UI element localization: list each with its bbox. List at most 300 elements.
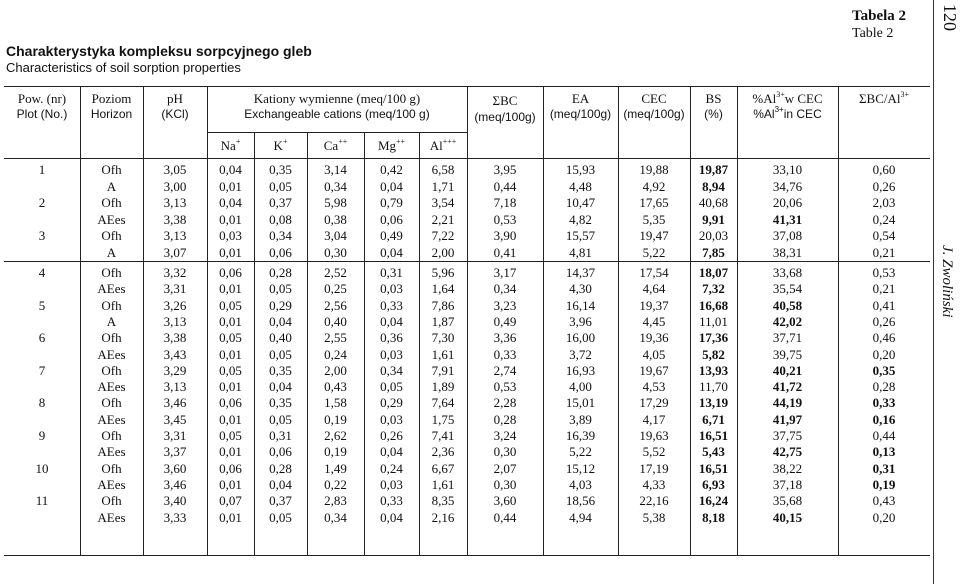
cell-k: 0,04 [269, 313, 292, 329]
cell-ea: 4,82 [569, 211, 592, 227]
cell-alcec: 35,68 [772, 493, 803, 509]
cell-na: 0,06 [219, 265, 242, 280]
cell-sbc: 2,07 [493, 460, 517, 476]
cell-na: 0,07 [219, 493, 242, 509]
cell-ratio: 0,54 [872, 228, 896, 243]
table-row [0, 178, 930, 196]
cell-ea: 4,81 [569, 244, 592, 260]
cell-cec: 4,53 [642, 379, 666, 395]
cell-sbc: 2,28 [493, 395, 517, 411]
cell-ea: 3,72 [569, 346, 592, 362]
table-row [0, 394, 930, 412]
table-row [0, 211, 930, 229]
cell-hz: AEes [97, 509, 126, 525]
cell-al: 1,87 [431, 313, 455, 329]
cell-al: 1,61 [431, 346, 455, 362]
cell-alcec: 33,68 [772, 265, 803, 280]
cell-sbc: 0,53 [493, 211, 517, 227]
cell-hz: AEes [97, 379, 126, 395]
cell-bs: 6,93 [702, 476, 725, 492]
cell-cec: 19,37 [639, 297, 669, 313]
cell-cec: 4,17 [642, 411, 666, 427]
cell-mg: 0,34 [380, 362, 403, 378]
cell-cec: 19,67 [639, 362, 669, 378]
cell-sbc: 0,33 [493, 346, 517, 362]
cell-alcec: 42,75 [772, 444, 803, 460]
cell-ph: 3,40 [163, 493, 187, 509]
cell-bs: 13,19 [698, 395, 729, 411]
cell-al: 7,22 [431, 228, 455, 243]
table-bottom-rule [4, 555, 930, 556]
cell-al: 1,61 [431, 476, 455, 492]
table-row [0, 411, 930, 429]
cell-ph: 3,26 [163, 297, 187, 313]
cell-hz: Ofh [101, 493, 122, 509]
cell-ca: 2,56 [324, 297, 347, 313]
cell-plot: 5 [38, 297, 46, 313]
cell-bs: 19,87 [698, 162, 729, 177]
cell-al: 1,75 [431, 411, 455, 427]
cell-na: 0,01 [219, 178, 242, 194]
table-row [0, 362, 930, 380]
table-row [0, 297, 930, 315]
cell-ratio: 0,20 [872, 509, 896, 525]
cell-na: 0,01 [219, 346, 242, 362]
cell-alcec: 42,02 [772, 313, 803, 329]
cell-ph: 3,13 [163, 313, 187, 329]
cell-mg: 0,04 [380, 178, 403, 194]
cell-hz: AEes [97, 346, 126, 362]
cell-k: 0,34 [269, 228, 292, 243]
header-sbc-al: ΣBC/$Al^{3+}$ [858, 90, 910, 106]
cell-al: 7,91 [431, 362, 455, 378]
cell-ca: 0,25 [324, 281, 347, 297]
cell-hz: Ofh [101, 162, 122, 177]
cell-alcec: 37,75 [772, 428, 803, 443]
cell-mg: 0,49 [380, 228, 403, 243]
cell-sbc: 3,17 [493, 265, 517, 280]
cell-ca: 0,22 [324, 476, 347, 492]
cell-ratio: 0,16 [872, 411, 896, 427]
cell-mg: 0,05 [380, 379, 403, 395]
cell-ratio: 0,20 [872, 346, 896, 362]
cell-cec: 19,88 [639, 162, 669, 177]
cell-hz: AEes [97, 411, 126, 427]
cell-ca: 2,55 [324, 330, 347, 346]
cell-alcec: 38,31 [772, 244, 803, 260]
cell-alcec: 44,19 [772, 395, 803, 411]
cell-cec: 19,36 [639, 330, 669, 346]
table-row [0, 476, 930, 494]
cell-na: 0,01 [219, 476, 242, 492]
cell-cec: 4,92 [642, 178, 666, 194]
cell-cec: 5,52 [642, 444, 666, 460]
cell-k: 0,05 [269, 178, 292, 194]
cell-alcec: 41,31 [772, 211, 803, 227]
table-row [0, 280, 930, 298]
cell-alcec: 35,54 [772, 281, 803, 297]
header-ea-en: (meq/100g) [549, 107, 612, 121]
cell-ratio: 0,41 [872, 297, 896, 313]
cell-al: 2,21 [431, 211, 455, 227]
table-row [0, 346, 930, 364]
table-row [0, 227, 930, 245]
cell-sbc: 0,30 [493, 476, 517, 492]
cell-k: 0,28 [269, 460, 292, 476]
header-alcec-en: $\%Al^{3+}in$ CEC [753, 105, 822, 121]
cell-na: 0,05 [219, 330, 242, 346]
cell-ph: 3,60 [163, 460, 187, 476]
cell-al: 6,67 [431, 460, 455, 476]
cell-sbc: 0,44 [493, 178, 517, 194]
cell-na: 0,01 [219, 244, 242, 260]
cell-sbc: 0,49 [493, 313, 517, 329]
cell-k: 0,05 [269, 281, 292, 297]
cell-plot: 8 [38, 395, 46, 411]
cell-ea: 15,93 [565, 162, 596, 177]
cell-sbc: 3,36 [493, 330, 517, 346]
cell-bs: 8,94 [702, 178, 725, 194]
cell-ph: 3,46 [163, 395, 187, 411]
cell-alcec: 34,76 [772, 178, 803, 194]
cell-mg: 0,03 [380, 346, 403, 362]
cell-ph: 3,38 [163, 211, 187, 227]
cell-ea: 15,01 [565, 395, 596, 411]
cell-plot: 6 [38, 330, 46, 346]
cell-bs: 8,18 [702, 509, 725, 525]
header-sbc-pl: ΣBC [492, 93, 518, 108]
cell-hz: A [106, 313, 117, 329]
cell-ph: 3,05 [163, 162, 187, 177]
cell-k: 0,06 [269, 244, 292, 260]
cell-al: 1,64 [431, 281, 455, 297]
cell-ph: 3,33 [163, 509, 187, 525]
cell-ca: 0,30 [324, 244, 347, 260]
cell-bs: 5,82 [702, 346, 725, 362]
cell-al: 1,89 [431, 379, 455, 395]
cell-na: 0,04 [219, 195, 242, 210]
cell-sbc: 0,28 [493, 411, 517, 427]
cell-bs: 9,91 [702, 211, 725, 227]
cell-ph: 3,37 [163, 444, 187, 460]
cell-na: 0,06 [219, 395, 242, 411]
cell-cec: 19,63 [639, 428, 669, 443]
cell-ea: 16,39 [565, 428, 596, 443]
cell-na: 0,01 [219, 313, 242, 329]
cell-sbc: 0,30 [493, 444, 517, 460]
cell-ea: 15,57 [565, 228, 596, 243]
cell-ph: 3,07 [163, 244, 187, 260]
cell-mg: 0,26 [380, 428, 403, 443]
cell-plot: 2 [38, 195, 46, 210]
header-ca: Ca++ [323, 137, 348, 153]
table-row [0, 329, 930, 347]
cell-ratio: 0,43 [872, 493, 896, 509]
cell-ph: 3,13 [163, 379, 187, 395]
cell-hz: A [106, 178, 117, 194]
cell-alcec: 40,21 [772, 362, 803, 378]
cell-hz: Ofh [101, 362, 122, 378]
cell-k: 0,04 [269, 379, 292, 395]
cell-bs: 5,43 [702, 444, 725, 460]
header-cations-pl: Kationy wymienne (meq/100 g) [253, 91, 421, 106]
cell-ca: 2,62 [324, 428, 347, 443]
cell-na: 0,01 [219, 281, 242, 297]
cell-ca: 2,00 [324, 362, 347, 378]
cell-ca: 0,19 [324, 444, 347, 460]
cell-ea: 4,48 [569, 178, 592, 194]
cell-bs: 11,01 [699, 313, 728, 329]
cell-sbc: 0,53 [493, 379, 517, 395]
cell-ea: 3,96 [569, 313, 592, 329]
cell-na: 0,06 [219, 460, 242, 476]
cell-alcec: 41,72 [772, 379, 803, 395]
cell-ea: 14,37 [565, 265, 596, 280]
cell-plot: 11 [35, 493, 49, 509]
cell-ratio: 0,44 [872, 428, 896, 443]
cell-k: 0,35 [269, 362, 292, 378]
header-k: K+ [273, 137, 288, 153]
cell-hz: Ofh [101, 330, 122, 346]
cell-ea: 16,93 [565, 362, 596, 378]
cell-ca: 2,52 [324, 265, 347, 280]
cell-ea: 16,14 [565, 297, 596, 313]
cell-ea: 4,00 [569, 379, 592, 395]
header-cec-en: (meq/100g) [623, 107, 685, 121]
cell-cec: 22,16 [639, 493, 669, 509]
cell-ea: 4,94 [569, 509, 592, 525]
cell-al: 5,96 [431, 265, 455, 280]
header-ph-pl: pH [167, 91, 183, 106]
cell-ratio: 0,13 [872, 444, 896, 460]
cell-mg: 0,06 [380, 211, 403, 227]
table-row [0, 161, 930, 179]
cell-ratio: 0,26 [872, 313, 896, 329]
cell-bs: 7,85 [702, 244, 725, 260]
cell-ea: 3,89 [569, 411, 592, 427]
header-alcec-pl: $\%Al^{3+}w$ CEC [752, 90, 823, 106]
cell-bs: 16,24 [698, 493, 729, 509]
cell-ph: 3,13 [163, 195, 187, 210]
cell-ph: 3,31 [163, 428, 187, 443]
cell-k: 0,08 [269, 211, 292, 227]
cell-ca: 5,98 [324, 195, 347, 210]
cell-cec: 17,29 [639, 395, 669, 411]
cell-mg: 0,03 [380, 411, 403, 427]
cell-sbc: 0,34 [493, 281, 517, 297]
cell-k: 0,28 [269, 265, 292, 280]
cell-cec: 17,54 [639, 265, 669, 280]
cell-na: 0,03 [219, 228, 242, 243]
table-row [0, 509, 930, 527]
cell-alcec: 38,22 [772, 460, 803, 476]
cell-mg: 0,04 [380, 313, 403, 329]
cell-al: 7,30 [431, 330, 455, 346]
running-author: J. Zwoliński [939, 245, 955, 318]
cell-ca: 1,49 [324, 460, 347, 476]
cell-na: 0,05 [219, 362, 242, 378]
header-cec-pl: CEC [641, 91, 667, 106]
table-row [0, 244, 930, 262]
cell-hz: AEes [97, 444, 126, 460]
cell-k: 0,35 [269, 162, 292, 177]
cell-ratio: 0,19 [872, 476, 896, 492]
cell-sbc: 3,95 [493, 162, 517, 177]
table-row [0, 378, 930, 396]
cell-ca: 2,83 [324, 493, 347, 509]
cell-mg: 0,33 [380, 297, 403, 313]
cell-plot: 10 [35, 460, 49, 476]
cell-na: 0,04 [219, 162, 242, 177]
cell-ea: 4,30 [569, 281, 592, 297]
cell-na: 0,01 [219, 509, 242, 525]
cell-na: 0,01 [219, 211, 242, 227]
table-row [0, 443, 930, 461]
cell-cec: 5,38 [642, 509, 666, 525]
cell-hz: Ofh [101, 428, 122, 443]
cell-mg: 0,36 [380, 330, 403, 346]
cell-al: 1,71 [431, 178, 455, 194]
table-row [0, 194, 930, 212]
cell-ea: 4,03 [569, 476, 592, 492]
cell-al: 7,86 [431, 297, 455, 313]
cell-bs: 20,03 [698, 228, 729, 243]
cell-sbc: 2,74 [493, 362, 517, 378]
header-ea-pl: EA [571, 91, 590, 106]
header-horizon-en: Horizon [90, 107, 133, 121]
cell-cec: 5,35 [642, 211, 666, 227]
page-edge-rule [933, 0, 934, 584]
cell-al: 2,16 [431, 509, 455, 525]
cell-al: 7,41 [431, 428, 455, 443]
cell-ratio: 0,35 [872, 362, 896, 378]
cell-ca: 3,04 [324, 228, 347, 243]
header-bs-en: (%) [704, 107, 723, 121]
cell-cec: 4,64 [642, 281, 666, 297]
cell-hz: Ofh [101, 395, 122, 411]
cell-ca: 0,34 [324, 509, 347, 525]
cell-ca: 0,24 [324, 346, 347, 362]
cell-sbc: 3,90 [493, 228, 517, 243]
cell-ca: 0,34 [324, 178, 347, 194]
cell-k: 0,37 [269, 195, 292, 210]
cell-alcec: 41,97 [772, 411, 803, 427]
cell-cec: 19,47 [639, 228, 669, 243]
cell-ca: 3,14 [324, 162, 347, 177]
cell-bs: 6,71 [702, 411, 725, 427]
cell-plot: 1 [38, 162, 46, 177]
cell-mg: 0,03 [380, 281, 403, 297]
cell-ea: 15,12 [565, 460, 596, 476]
cell-sbc: 0,41 [493, 244, 517, 260]
cell-ratio: 0,21 [872, 244, 896, 260]
cell-k: 0,05 [269, 509, 292, 525]
table-row [0, 492, 930, 510]
cell-bs: 7,32 [702, 281, 725, 297]
cell-hz: AEes [97, 211, 126, 227]
cell-ph: 3,31 [163, 281, 187, 297]
cell-bs: 16,51 [698, 460, 729, 476]
cell-ph: 3,45 [163, 411, 187, 427]
cell-mg: 0,03 [380, 476, 403, 492]
cell-sbc: 7,18 [493, 195, 517, 210]
cell-bs: 16,68 [698, 297, 729, 313]
cell-alcec: 37,71 [772, 330, 803, 346]
cell-ph: 3,43 [163, 346, 187, 362]
cell-mg: 0,04 [380, 444, 403, 460]
cell-ratio: 0,53 [872, 265, 896, 280]
header-sbc-en: (meq/100g) [474, 110, 536, 124]
cell-k: 0,31 [269, 428, 292, 443]
header-horizon-pl: Poziom [91, 91, 132, 106]
header-al: Al+++ [429, 137, 457, 153]
cell-sbc: 3,24 [493, 428, 517, 443]
cell-ratio: 2,03 [872, 195, 896, 210]
table-row [0, 313, 930, 331]
cell-ca: 0,40 [324, 313, 347, 329]
cell-ratio: 0,26 [872, 178, 896, 194]
header-plot-pl: Pow. (nr) [17, 91, 67, 106]
cell-ea: 10,47 [565, 195, 596, 210]
table-title-en: Characteristics of soil sorption properties [6, 60, 241, 75]
cell-k: 0,35 [269, 395, 292, 411]
cell-mg: 0,04 [380, 244, 403, 260]
cell-alcec: 40,15 [772, 509, 803, 525]
cell-plot: 7 [38, 362, 46, 378]
cell-cec: 17,65 [639, 195, 669, 210]
cell-plot: 9 [38, 428, 46, 443]
header-plot-en: Plot (No.) [16, 107, 68, 121]
header-na: Na+ [220, 137, 241, 153]
cell-ratio: 0,21 [872, 281, 896, 297]
cell-alcec: 39,75 [772, 346, 803, 362]
cell-k: 0,04 [269, 476, 292, 492]
cell-na: 0,05 [219, 428, 242, 443]
cell-ca: 0,43 [324, 379, 347, 395]
cell-alcec: 40,58 [772, 297, 803, 313]
cell-bs: 13,93 [698, 362, 729, 378]
cell-sbc: 3,60 [493, 493, 517, 509]
cell-ca: 1,58 [324, 395, 347, 411]
table-row [0, 264, 930, 282]
cell-k: 0,29 [269, 297, 292, 313]
cell-cec: 17,19 [639, 460, 669, 476]
cell-ea: 5,22 [569, 444, 592, 460]
cell-hz: AEes [97, 476, 126, 492]
cell-k: 0,40 [269, 330, 292, 346]
cell-cec: 5,22 [642, 244, 666, 260]
cell-sbc: 0,44 [493, 509, 517, 525]
cell-hz: Ofh [101, 265, 122, 280]
cell-alcec: 20,06 [772, 195, 803, 210]
cell-mg: 0,33 [380, 493, 403, 509]
header-cations-en: Exchangeable cations (meq/100 g) [244, 107, 430, 121]
cell-mg: 0,42 [380, 162, 403, 177]
cell-na: 0,01 [219, 444, 242, 460]
cell-hz: Ofh [101, 297, 122, 313]
header-bs-pl: BS [705, 91, 722, 106]
cell-al: 7,64 [431, 395, 455, 411]
cell-alcec: 37,08 [772, 228, 803, 243]
cell-ph: 3,46 [163, 476, 187, 492]
page-number: 120 [940, 4, 960, 31]
cell-ratio: 0,33 [872, 395, 896, 411]
cell-bs: 18,07 [698, 265, 729, 280]
cell-bs: 17,36 [698, 330, 729, 346]
cell-ea: 18,56 [565, 493, 596, 509]
table-row [0, 427, 930, 445]
cell-cec: 4,33 [642, 476, 666, 492]
